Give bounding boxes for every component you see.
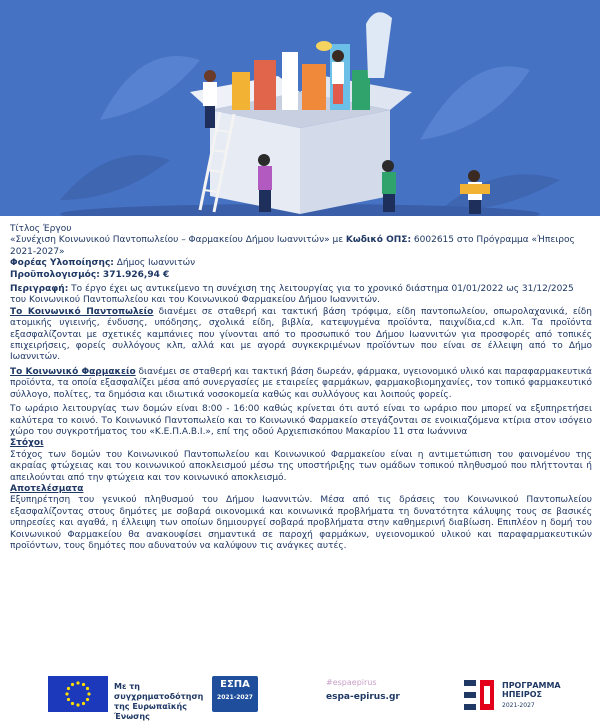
pharmacy-paragraph — [10, 367, 592, 401]
donation-box-illustration — [0, 0, 600, 216]
description-label: Περιγραφή: — [10, 284, 69, 295]
eu-star — [71, 683, 74, 686]
eu-star — [86, 698, 89, 701]
results-paragraph: Εξυπηρέτηση του γενικού πληθυσμού του Δήμου Ιωαννιτών. Μέσα από τις δράσεις του Κοινωνικού Παντοπωλείου εξασφαλίζοντας στους δημότες με σοβαρά οικονομικά και κοινωνικά προβλήματα τη δυνατότητα κάλυψης τους σε βασικές υπηρεσίες και αγαθά, η έλλειψη των οποίων δημιουργεί σοβαρά προβλήματα στην καθημερινή διαβίωση. Επιπλέον η δομή του Κοινωνικού Φαρμακείου θα ανακουφίσει σημαντικά σε παροχή φαρμάκων, υγειονομικού υλικού και παραφαρμακευτικών προϊόντων, τους δημότες που αδυνατούν να καλύψουν τις ανάγκες αυτές. — [10, 495, 592, 551]
eu-star — [71, 702, 74, 705]
pharmacy-text: διανέμει σε σταθερή και τακτική βάση δωρεάν, φάρμακα, υγειονομικό υλικό και παραφαρμακευτικά προϊόντα, τα οποία εξασφαλίζει μέσα από συνεργασίες με εταιρείες φαρμάκων, φαρμακοβιομηχανίες, τον τοπικό φαρμακευτικό σύλλογο, πολίτες, τα δημόσια και ιδιωτικά νοσοκομεία καθώς και συλλόγους και λοιπούς φορείς. — [10, 366, 592, 400]
eu-flag-icon — [48, 676, 108, 712]
eu-cofunding-text: Με τη συγχρηματοδότηση της Ευρωπαϊκής Ένωσης — [114, 682, 204, 721]
grocery-paragraph — [10, 307, 592, 364]
description — [10, 284, 592, 307]
eu-star — [86, 687, 89, 690]
title-text-pre: «Συνέχιση Κοινωνικού Παντοπωλείου – Φαρμακείου Δήμου Ιωαννιτών» με — [10, 235, 346, 246]
body-value: Δήμος Ιωαννιτών — [113, 258, 196, 269]
eu-star — [82, 683, 85, 686]
eu-star — [76, 703, 79, 706]
hashtag: #espaepirus — [326, 678, 377, 687]
goals-heading: Στόχοι — [10, 438, 44, 449]
body-label: Φορέας Υλοποίησης: — [10, 258, 114, 269]
title-text — [10, 235, 592, 258]
eu-star — [82, 702, 85, 705]
espa-logo-icon — [212, 676, 258, 712]
program-name: ΠΡΟΓΡΑΜΜΑ ΗΠΕΙΡΟΣ — [502, 681, 561, 699]
espa-years: 2021-2027 — [217, 694, 253, 701]
project-details — [10, 224, 592, 552]
footer-logos — [0, 672, 600, 720]
hero-illustration — [0, 0, 600, 216]
website-link[interactable]: espa-epirus.gr — [326, 692, 400, 702]
eu-star — [76, 681, 79, 684]
title-text-post: 6002615 στο Πρόγραμμα «Ήπειρος 2021-2027» — [10, 235, 575, 257]
hours-paragraph: Το ωράριο λειτουργίας των δομών είναι 8:00 - 16:00 καθώς κρίνεται ότι αυτό είναι το ωράριο που μπορεί να εξυπηρετήσει καλύτερα το κοινό. Το Κοινωνικό Παντοπωλείο και το Κοινωνικό Φαρμακείο στεγάζονται σε ενοικιαζόμενα κτίρια στον ισόγειο χώρο του συγκροτήματος του «Κ.Ε.Π.Α.Β.Ι.», επί της οδού Αρχιεπισκόπου Μακαρίου 11 στα Ιωάννινα — [10, 404, 592, 437]
grocery-text: διανέμει σε σταθερή και τακτική βάση τρόφιμα, είδη παντοπωλείου, οπωρολαχανικά, είδη ατομικής υγιεινής, ένδυσης, υπόδησης, σχολικά είδη, βιβλία, κατεψυγμένα προϊόντα, παιχνίδια,cd κ.λπ. Τα προϊόντα εξασφαλίζονται με σχετικές καμπάνιες που γίνονται από το προσωπικό του Δήμου Ιωαννιτών για προσφορές από τοπικές επιχειρήσεις, φορείς συλλόγους κλπ, αλλά και με αγορά συγκεκριμένων προϊόντων που είναι σε έλλειψη από το Δήμο Ιωαννιτών. — [10, 306, 592, 363]
eu-star — [65, 692, 68, 695]
code-label: Κωδικό ΟΠΣ: — [345, 235, 412, 246]
eu-star — [67, 698, 70, 701]
eu-star — [67, 687, 70, 690]
description-text: Το έργο έχει ως αντικείμενο τη συνέχιση της λειτουργίας για το χρονικό διάστημα 01/01/2022 ως 31/12/2025 του Κοινωνικού Παντοπωλείου και του Κοινωνικού Φαρμακείου Δήμου Ιωαννιτών. — [10, 284, 574, 306]
program-years: 2021-2027 — [502, 702, 535, 709]
budget: Προϋπολογισμός: 371.926,94 € — [10, 269, 170, 280]
implementing-body — [10, 258, 592, 269]
grocery-label: Το Κοινωνικό Παντοπωλείο — [10, 306, 154, 317]
goals-paragraph: Στόχος των δομών του Κοινωνικού Παντοπωλείου και Κοινωνικού Φαρμακείου είναι η αντιμετώπιση του φαινομένου της ακραίας φτώχειας και του κοινωνικού αποκλεισμού μέσω της υποστήριξης των ομάδων τοπικού πληθυσμού που πλήττονται ή απειλούνται από την φτώχεια και τον κοινωνικό αποκλεισμό. — [10, 449, 592, 483]
pharmacy-label: Το Κοινωνικό Φαρμακείο — [10, 366, 136, 377]
title-label: Τίτλος Έργου — [10, 224, 72, 234]
espa-name: ΕΣΠΑ — [220, 679, 250, 690]
eu-star — [87, 692, 90, 695]
results-heading: Αποτελέσματα — [10, 483, 84, 494]
epirus-program-logo-icon — [462, 674, 582, 718]
